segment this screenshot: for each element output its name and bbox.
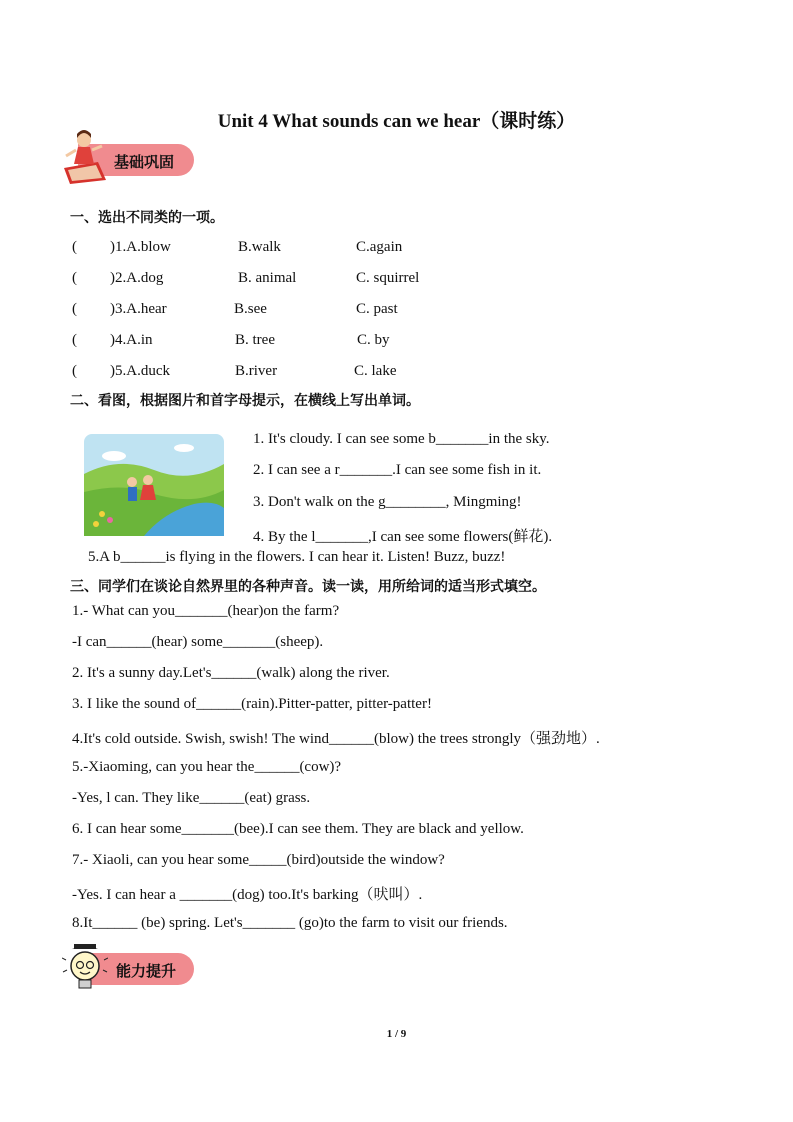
option-b: B. tree <box>235 332 275 348</box>
answer-paren: ( <box>72 239 77 255</box>
badge-advanced-label: 能力提升 <box>116 962 177 980</box>
section3-line: 8.It______ (be) spring. Let's_______ (go)to the farm to visit our friends. <box>72 915 508 931</box>
section2-item-4: 4. By the l_______,I can see some flowers(鲜花). <box>253 529 553 545</box>
option-c: C.again <box>356 239 403 255</box>
section3-line: -I can______(hear) some_______(sheep). <box>72 634 324 650</box>
section1-heading: 一、选出不同类的一项。 <box>70 210 224 226</box>
nature-scene-illustration <box>84 434 224 536</box>
section3-line: -Yes, l can. They like______(eat) grass. <box>72 790 311 806</box>
answer-paren: ( <box>72 270 77 286</box>
section2-item-2: 2. I can see a r_______.I can see some fish in it. <box>253 462 542 478</box>
page-title: Unit 4 What sounds can we hear（课时练） <box>217 111 576 132</box>
section2-item-3: 3. Don't walk on the g________, Mingming! <box>253 494 522 510</box>
section2-heading: 二、看图，根据图片和首字母提示，在横线上写出单词。 <box>70 393 420 409</box>
option-b: B.river <box>235 363 278 379</box>
option-b: B.see <box>234 301 267 317</box>
section3-line: 4.It's cold outside. Swish, swish! The wind______(blow) the trees strongly（强劲地）. <box>72 731 600 747</box>
section3-line: -Yes. I can hear a _______(dog) too.It's barking（吠叫）. <box>72 887 423 903</box>
section2-item-5: 5.A b______is flying in the flowers. I can hear it. Listen! Buzz, buzz! <box>88 549 506 565</box>
option-c: C. by <box>357 332 390 348</box>
answer-paren: ( <box>72 332 77 348</box>
badge-basic-label: 基础巩固 <box>114 153 175 171</box>
section3-heading: 三、同学们在谈论自然界里的各种声音。读一读，用所给词的适当形式填空。 <box>70 579 546 595</box>
option-c: C. lake <box>354 363 397 379</box>
answer-paren: ( <box>72 363 77 379</box>
option-a: )2.A.dog <box>110 270 164 286</box>
option-b: B.walk <box>238 239 281 255</box>
option-c: C. squirrel <box>356 270 420 286</box>
section3-line: 6. I can hear some_______(bee).I can see them. They are black and yellow. <box>72 821 524 837</box>
option-a: )3.A.hear <box>110 301 167 317</box>
section3-line: 1.- What can you_______(hear)on the farm? <box>72 603 340 619</box>
section3-line: 7.- Xiaoli, can you hear some_____(bird)outside the window? <box>72 852 445 868</box>
option-b: B. animal <box>238 270 297 286</box>
option-a: )1.A.blow <box>110 239 171 255</box>
option-a: )4.A.in <box>110 332 153 348</box>
section3-line: 3. I like the sound of______(rain).Pitter-patter, pitter-patter! <box>72 696 432 712</box>
option-a: )5.A.duck <box>110 363 170 379</box>
girl-on-book-icon <box>60 128 110 186</box>
section2-item-1: 1. It's cloudy. I can see some b_______in the sky. <box>253 431 550 447</box>
section3-line: 2. It's a sunny day.Let's______(walk) along the river. <box>72 665 390 681</box>
answer-paren: ( <box>72 301 77 317</box>
section3-line: 5.-Xiaoming, can you hear the______(cow)? <box>72 759 342 775</box>
lightbulb-icon <box>62 944 108 994</box>
option-c: C. past <box>356 301 398 317</box>
page-number: 1 / 9 <box>386 1028 407 1040</box>
